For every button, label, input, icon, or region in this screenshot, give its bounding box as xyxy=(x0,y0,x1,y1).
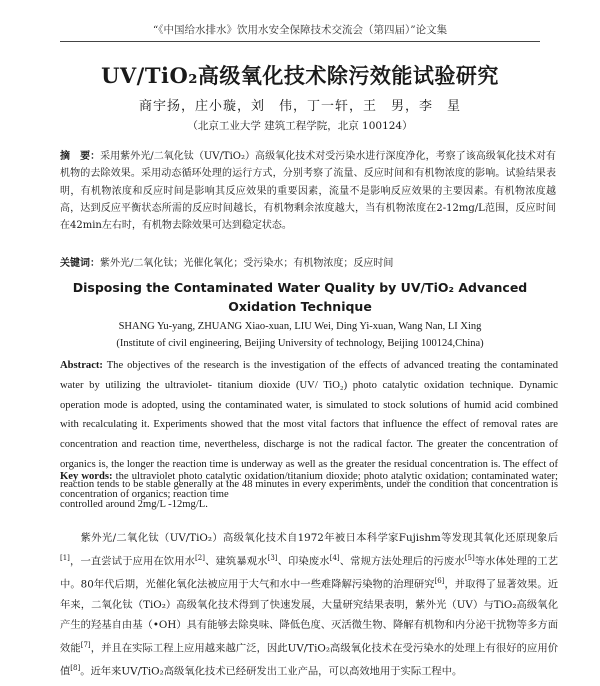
body-text-run: ，并取得了显著效果。近年来，二氧化钛（TiO₂）高级氧化技术得到了快速发展，大量研究结果表明，紫外光（UV）与TiO₂高级氧化产生的羟基自由基（•OH）具有能够去除臭味、降低色度、灭活微生物、降解有机物和内分泌干扰物等多方面效能 xyxy=(60,578,558,655)
citation-ref: [6] xyxy=(434,577,445,586)
paper-title-cn: UV/TiO₂高级氧化技术除污效能试验研究 xyxy=(101,63,499,88)
body-text-run: 、印染废水 xyxy=(277,555,330,568)
abstract-en-label: Abstract: xyxy=(60,360,103,371)
citation-ref: [2] xyxy=(195,554,205,562)
affiliation-en: (Institute of civil engineering, Beijing University of technology, Beijing 100124,China) xyxy=(116,338,484,349)
affiliation-cn: （北京工业大学 建筑工程学院，北京 100124） xyxy=(187,120,413,132)
citation-ref: [4] xyxy=(329,554,340,562)
citation-ref: [5] xyxy=(464,554,475,562)
citation-ref: [8] xyxy=(70,664,81,673)
abstract-cn xyxy=(60,148,556,234)
running-header: “《中国给水排水》饮用水安全保障技术交流会（第四届）”论文集 xyxy=(60,22,540,42)
paper-title-en: Disposing the Contaminated Water Quality by UV/TiO₂ Advanced Oxidation Technique xyxy=(72,280,528,314)
body-text-run: 。近年来UV/TiO₂高级氧化技术已经研发出工业产品，可以高效地用于实际工程中。 xyxy=(80,665,463,678)
body-text-run: ，并且在实际工程上应用越来越广泛，因此UV/TiO₂高级氧化技术在受污染水的处理上有很好的应用价值 xyxy=(60,642,559,678)
keywords-cn-label: 关键词： xyxy=(60,258,100,269)
body-text-run: 、建筑暴观水 xyxy=(204,555,268,568)
keywords-cn-text: 紫外光/二氧化钛；光催化氧化；受污染水；有机物浓度；反应时间 xyxy=(100,258,394,269)
body-text-cn xyxy=(60,528,558,682)
body-paragraph xyxy=(60,528,558,682)
abstract-cn-text: 采用紫外光/二氧化钛（UV/TiO₂）高级氧化技术对受污染水进行深度净化，考察了该高级氧化技术对有机物的去除效果。采用动态循环处理的运行方式，分别考察了流量、反应时间和有机物浓度的影响。试验结果表明，有机物浓度和反应时间是影响其反应效果的重要因素，流量不是影响反应效果的主要因素。有机物浓度越高，达到反应平衡状态所需的反应时间越长，有机物剩余浓度越大，当有机物浓度在2-12mg/L范围，反应时间在42min左右时，有机物去除效果可达到稳定状态。 xyxy=(60,151,557,232)
abstract-cn-label: 摘 要： xyxy=(60,151,101,162)
body-text-run: 、常规方法处理后的污废水 xyxy=(339,555,465,568)
keywords-en-text: the ultraviolet photo catalytic oxidation/titanium dioxide; photo atalytic oxidation; contaminated water; concentration of organics; reaction time xyxy=(60,471,558,500)
keywords-cn xyxy=(60,255,556,272)
keywords-en xyxy=(60,468,558,504)
authors-cn: 商宇扬，庄小璇，刘 伟，丁一轩，王 男，李 星 xyxy=(138,99,461,114)
citation-ref: [1] xyxy=(60,554,70,562)
body-text-run: ，一直尝试于应用在饮用水 xyxy=(69,555,196,568)
body-text-run: 紫外光/二氧化钛（UV/TiO₂）高级氧化技术自1972年被日本科学家Fujishm等发现其氧化还原现象后 xyxy=(80,532,558,544)
citation-ref: [7] xyxy=(80,640,91,649)
body-text-run: 等水体处理的工艺中。80年代后期，光催化氧化法被应用于大气和水中一些难降解污染物的治理研究 xyxy=(60,555,559,591)
authors-en: SHANG Yu-yang, ZHUANG Xiao-xuan, LIU Wei, Ding Yi-xuan, Wang Nan, LI Xing xyxy=(118,321,482,332)
keywords-en-label: Key words: xyxy=(60,471,113,482)
abstract-en-text: The objectives of the research is the investigation of the effects of advanced treating the contaminated water by utilizing the ultraviolet- titanium dioxide (UV/ TiO₂) photo catalytic oxidation technique. Dynamic operation mode is adopted, using the contaminated water, is simulated to stock solutions of humid acid combined with recalculating it. Experiments showed that the most vital factors that influence the effect of removal rates are concentration and reaction time, nevertheless, discharge is not the radical factor. The greater the concentration of organics is, the longer the reaction time is underway as well as the greater the residual concentration is. The effect of reaction tends to be stable generally at the 48 minutes in every experiments, under the condition that concentration is controlled around 2mg/L -12mg/L. xyxy=(60,360,558,510)
citation-ref: [3] xyxy=(267,554,278,562)
